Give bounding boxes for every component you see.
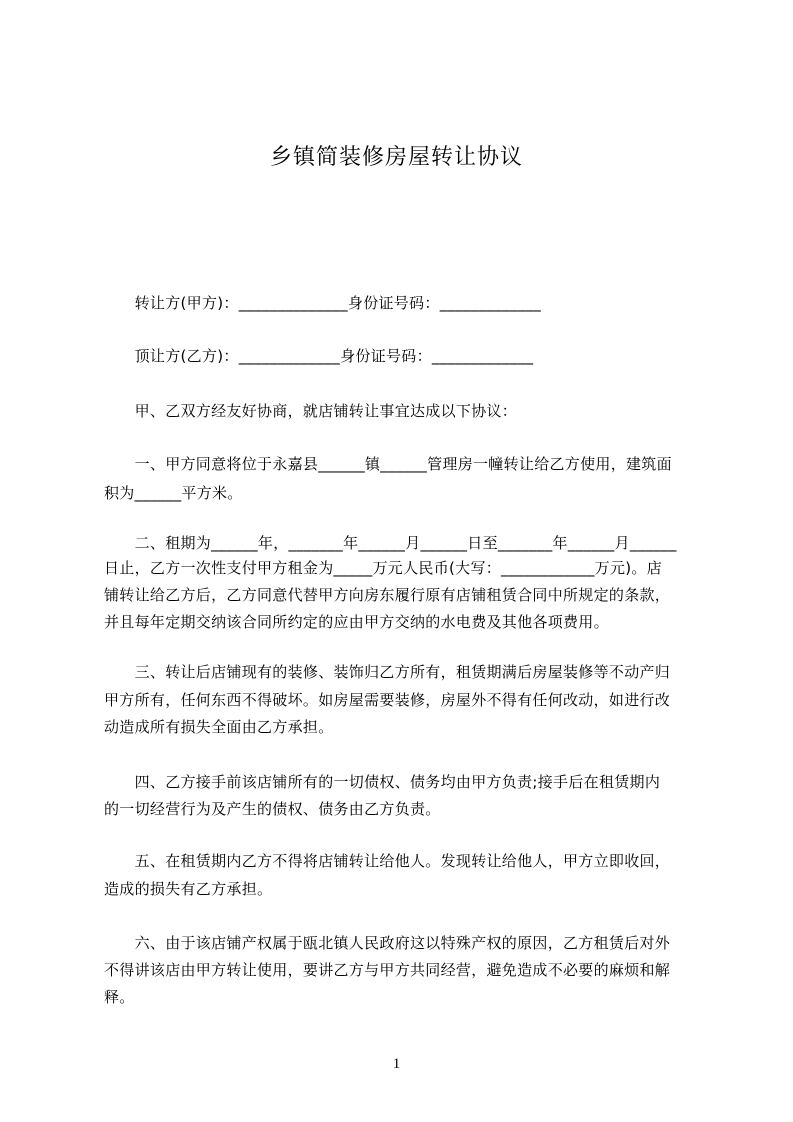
document-title: 乡镇简装修房屋转让协议 [269,145,523,170]
clause-5-line-2: 造成的损失有乙方承担。 [104,880,273,898]
page-number: 1 [392,1056,401,1072]
agreement-intro: 甲、乙双方经友好协商，就店铺转让事宜达成以下协议： [104,402,518,420]
clause-3-line-3: 动造成所有损失全面由乙方承担。 [104,718,334,736]
clause-3-line-2: 甲方所有，任何东西不得破坏。如房屋需要装修，房屋外不得有任何改动，如进行改 [104,691,671,709]
clause-5-line-1: 五、在租赁期内乙方不得将店铺转让给他人。发现转让给他人，甲方立即收回， [104,852,671,870]
clause-1-line-2: 积为______平方米。 [104,484,243,502]
clause-2-line-2: 日止，乙方一次性支付甲方租金为_____万元人民币(大写：____________万元)。店 [104,559,663,577]
clause-2-line-1: 二、租期为______年，_______年______月______日至_______年______月______ [104,534,677,552]
clause-4-line-1: 四、乙方接手前该店铺所有的一切债权、债务均由甲方负责;接手后在租赁期内 [104,773,661,791]
clause-6-line-1: 六、由于该店铺产权属于瓯北镇人民政府这以特殊产权的原因，乙方租赁后对外 [104,934,671,952]
clause-4-line-2: 的一切经营行为及产生的债权、债务由乙方负责。 [104,800,441,818]
clause-1-line-1: 一、甲方同意将位于永嘉县______镇______管理房一幢转让给乙方使用，建筑面 [104,455,672,473]
clause-2-line-3: 铺转让给乙方后，乙方同意代替甲方向房东履行原有店铺租赁合同中所规定的条款， [104,586,671,604]
transferee-line: 顶让方(乙方)：_____________身份证号码：_____________ [104,347,534,365]
clause-2-line-4: 并且每年定期交纳该合同所约定的应由甲方交纳的水电费及其他各项费用。 [104,613,609,631]
clause-6-line-2: 不得讲该店由甲方转让使用，要讲乙方与甲方共同经营，避免造成不必要的麻烦和解 [104,961,671,979]
clause-3-line-1: 三、转让后店铺现有的装修、装饰归乙方所有，租赁期满后房屋装修等不动产归 [104,663,671,681]
clause-6-line-3: 释。 [104,988,135,1006]
transferor-line: 转让方(甲方)：______________身份证号码：_____________ [104,294,542,312]
